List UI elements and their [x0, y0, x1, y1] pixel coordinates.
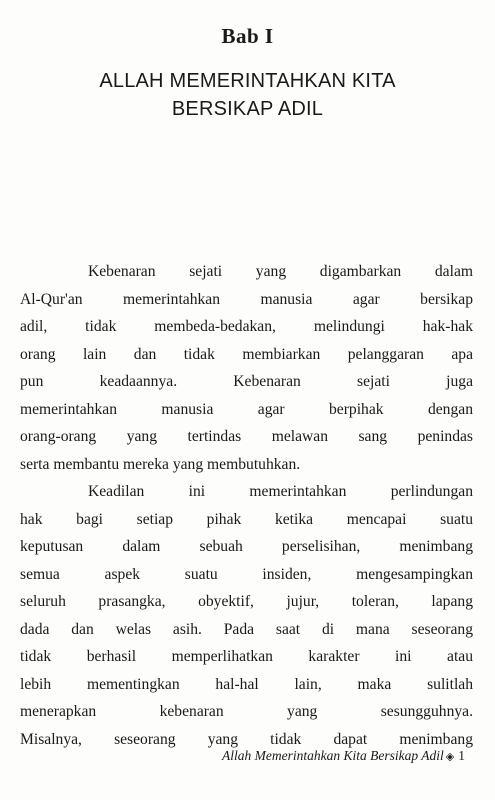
body-text: [20, 258, 473, 753]
text-line: adil, tidak membeda-bedakan, melindungi hak-hak: [20, 318, 473, 335]
text-line: semua aspek suatu insiden, mengesampingkan: [20, 565, 473, 583]
text-line: orang-orang yang tertindas melawan sang penindas: [20, 428, 473, 445]
text-line: lebih mementingkan hal-hal lain, maka sulitlah: [20, 675, 473, 693]
text-line: pun keadaannya. Kebenaran sejati juga: [20, 373, 473, 390]
text-line: Al-Qur'an memerintahkan manusia agar bersikap: [20, 290, 473, 308]
chapter-title-line: ALLAH MEMERINTAHKAN KITA: [99, 70, 396, 92]
text-line: seluruh prasangka, obyektif, jujur, toleran, lapang: [20, 593, 473, 610]
text-line: serta membantu mereka yang membutuhkan.: [20, 455, 301, 473]
text-line: tidak berhasil memperlihatkan karakter ini atau: [20, 648, 473, 665]
text-line: orang lain dan tidak membiarkan pelanggaran apa: [20, 345, 473, 363]
text-line: Keadilan ini memerintahkan perlindungan: [88, 483, 473, 500]
chapter-title-line: BERSIKAP ADIL: [171, 98, 324, 120]
diamond-ornament-icon: ◈: [445, 751, 455, 763]
paragraph: [20, 478, 473, 753]
text-line: dada dan welas asih. Pada saat di mana seseorang: [20, 620, 473, 638]
paragraph: [20, 258, 473, 478]
text-line: Misalnya, seseorang yang tidak dapat menimbang: [20, 730, 473, 748]
text-line: memerintahkan manusia agar berpihak dengan: [20, 400, 473, 418]
running-title: Allah Memerintahkan Kita Bersikap Adil: [222, 748, 444, 763]
text-line: Kebenaran sejati yang digambarkan dalam: [88, 263, 473, 280]
page-number: 1: [458, 748, 465, 763]
text-line: hak bagi setiap pihak ketika mencapai suatu: [20, 510, 473, 528]
chapter-title: [0, 67, 495, 123]
text-line: keputusan dalam sebuah perselisihan, menimbang: [20, 538, 473, 555]
text-line: menerapkan kebenaran yang sesungguhnya.: [20, 703, 473, 720]
page-footer: [222, 748, 465, 764]
chapter-label: Bab I: [221, 24, 274, 48]
